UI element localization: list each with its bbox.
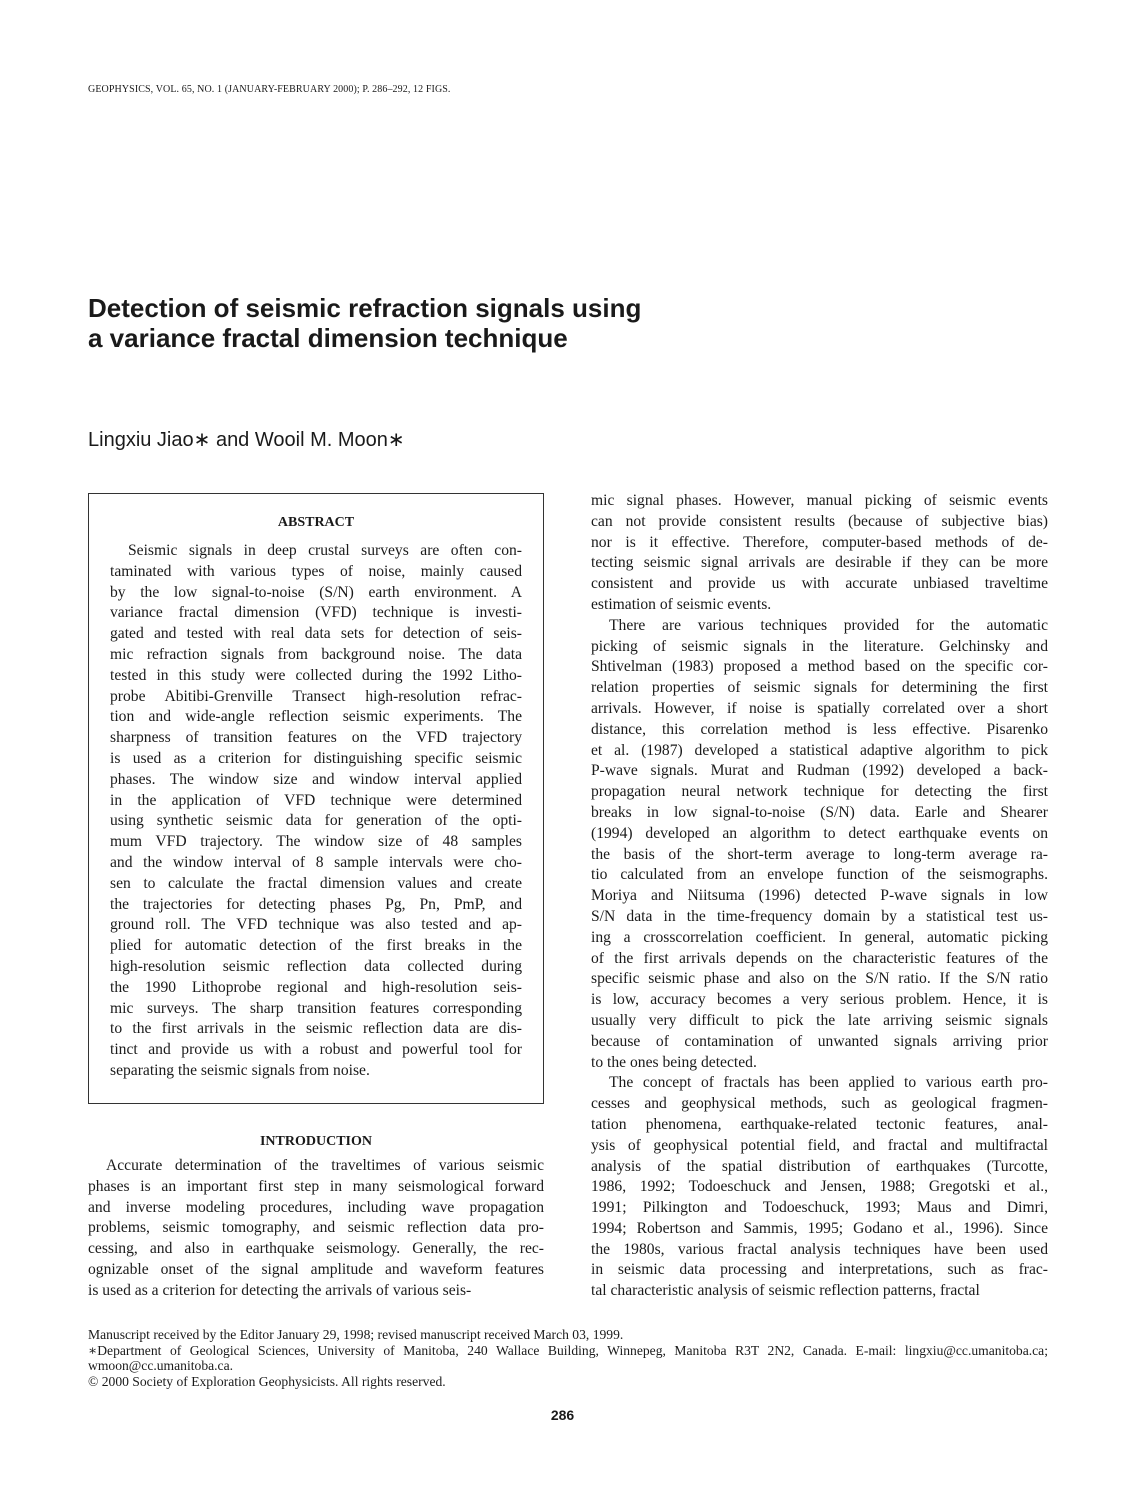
- text-line: tio calculated from an envelope function of the seismographs.: [591, 866, 1048, 884]
- text-line: mic refraction signals from background noise. The data: [110, 645, 522, 663]
- text-line: relation properties of seismic signals for determining the first: [591, 679, 1048, 697]
- text-line: variance fractal dimension (VFD) technique is investi-: [110, 604, 522, 622]
- text-line: in the application of VFD technique were determined: [110, 791, 522, 809]
- text-line: probe Abitibi-Grenville Transect high-resolution refrac-: [110, 687, 522, 705]
- title-line-1: Detection of seismic refraction signals using: [88, 293, 642, 323]
- text-line: There are various techniques provided for the automatic: [609, 616, 1048, 634]
- text-line: because of contamination of unwanted signals arriving prior: [591, 1032, 1048, 1050]
- footnote-received: Manuscript received by the Editor January 29, 1998; revised manuscript received March 03, 1999.: [88, 1327, 624, 1342]
- text-line: the basis of the short-term average to long-term average ra-: [591, 845, 1048, 863]
- text-line: by the low signal-to-noise (S/N) earth environment. A: [110, 583, 522, 601]
- text-line: 1991; Pilkington and Todoeschuck, 1993; Maus and Dimri,: [591, 1199, 1048, 1217]
- text-line: tinct and provide us with a robust and powerful tool for: [110, 1041, 522, 1059]
- text-line: plied for automatic detection of the first breaks in the: [110, 937, 522, 955]
- text-line: distance, this correlation method is less effective. Pisarenko: [591, 720, 1048, 738]
- title-line-2: a variance fractal dimension technique: [88, 323, 568, 353]
- text-line: the 1990 Lithoprobe regional and high-resolution seis-: [110, 978, 522, 996]
- text-line: ground roll. The VFD technique was also tested and ap-: [110, 916, 522, 934]
- text-line: Accurate determination of the traveltimes of various seismic: [106, 1157, 544, 1174]
- paragraph-automatic-picking: [591, 616, 1048, 1074]
- text-line: the 1980s, various fractal analysis techniques have been used: [591, 1240, 1048, 1258]
- text-line: to the ones being detected.: [591, 1053, 757, 1071]
- text-line: breaks in low signal-to-noise (S/N) data. Earle and Shearer: [591, 803, 1048, 821]
- text-line: high-resolution seismic reflection data collected during: [110, 957, 522, 975]
- text-line: is used as a criterion for detecting the arrivals of various seis-: [88, 1281, 472, 1299]
- text-line: (1994) developed an algorithm to detect earthquake events on: [591, 824, 1048, 842]
- text-line: mic signal phases. However, manual picking of seismic events: [591, 492, 1048, 509]
- paragraph-continuation: [591, 491, 1048, 616]
- text-line: specific seismic phase and also on the S/N ratio. If the S/N ratio: [591, 970, 1048, 988]
- text-line: tal characteristic analysis of seismic reflection patterns, fractal: [591, 1282, 980, 1300]
- authors: Lingxiu Jiao∗ and Wooil M. Moon∗: [88, 429, 405, 451]
- text-line: propagation neural network technique for detecting the first: [591, 783, 1048, 801]
- text-line: the trajectories for detecting phases Pg, Pn, PmP, and: [110, 895, 522, 913]
- text-line: can not provide consistent results (because of subjective bias): [591, 512, 1048, 530]
- text-line: and the window interval of 8 sample intervals were cho-: [110, 853, 522, 871]
- text-line: is low, accuracy becomes a very serious problem. Hence, it is: [591, 991, 1048, 1009]
- paragraph-fractals: [591, 1073, 1048, 1302]
- text-line: 1986, 1992; Todoeschuck and Jensen, 1988; Gregotski et al.,: [591, 1178, 1048, 1196]
- footnote-affiliation: ∗Department of Geological Sciences, University of Manitoba, 240 Wallace Building, Winnepeg, Manitoba R3T 2N2, Canada. E-mail: lingxiu@cc.umanitoba.ca; wmoon@cc.umanitoba.ca.: [88, 1342, 1048, 1374]
- text-line: Moriya and Niitsuma (1996) detected P-wave signals in low: [591, 887, 1048, 905]
- text-line: nor is it effective. Therefore, computer-based methods of de-: [591, 533, 1048, 551]
- text-line: and inverse modeling procedures, including wave propagation: [88, 1198, 544, 1216]
- text-line: Shtivelman (1983) proposed a method based on the specific cor-: [591, 658, 1048, 676]
- text-line: cessing, and also in earthquake seismology. Generally, the rec-: [88, 1240, 544, 1258]
- journal-header: GEOPHYSICS, VOL. 65, NO. 1 (JANUARY-FEBRUARY 2000); P. 286–292, 12 FIGS.: [88, 84, 451, 95]
- text-line: of the first arrivals depends on the characteristic features of the: [591, 949, 1048, 967]
- text-line: Seismic signals in deep crustal surveys are often con-: [128, 542, 522, 559]
- text-line: The concept of fractals has been applied to various earth pro-: [609, 1074, 1048, 1092]
- text-line: tation phenomena, earthquake-related tectonic features, anal-: [591, 1115, 1048, 1133]
- page-number: 286: [550, 1407, 575, 1423]
- text-line: ing a crosscorrelation coefficient. In general, automatic picking: [591, 928, 1048, 946]
- text-line: analysis of the spatial distribution of earthquakes (Turcotte,: [591, 1157, 1048, 1175]
- text-line: tested in this study were collected during the 1992 Litho-: [110, 666, 522, 684]
- text-line: mic surveys. The sharp transition features corresponding: [110, 999, 522, 1017]
- text-line: to the first arrivals in the seismic reflection data are dis-: [110, 1020, 522, 1038]
- text-line: gated and tested with real data sets for detection of seis-: [110, 625, 522, 643]
- introduction-text: [88, 1156, 544, 1302]
- text-line: tion and wide-angle reflection seismic experiments. The: [110, 708, 522, 726]
- text-line: cesses and geophysical methods, such as geological fragmen-: [591, 1095, 1048, 1113]
- text-line: picking of seismic signals in the literature. Gelchinsky and: [591, 637, 1048, 655]
- text-line: using synthetic seismic data for generation of the opti-: [110, 812, 522, 830]
- text-line: sharpness of transition features on the VFD trajectory: [110, 729, 522, 747]
- text-line: phases is an important first step in many seismological forward: [88, 1177, 544, 1195]
- text-line: taminated with various types of noise, mainly caused: [110, 562, 522, 580]
- footnote-copyright: © 2000 Society of Exploration Geophysicists. All rights reserved.: [88, 1373, 446, 1389]
- text-line: consistent and provide us with accurate unbiased traveltime: [591, 575, 1048, 593]
- right-column: [591, 491, 1048, 1302]
- article-title: [88, 293, 728, 353]
- text-line: separating the seismic signals from noise.: [110, 1061, 370, 1079]
- introduction-heading: INTRODUCTION: [259, 1134, 372, 1149]
- text-line: ysis of geophysical potential field, and fractal and multifractal: [591, 1136, 1048, 1154]
- abstract-box: [88, 493, 544, 1104]
- text-line: et al. (1987) developed a statistical adaptive algorithm to pick: [591, 741, 1048, 759]
- text-line: 1994; Robertson and Sammis, 1995; Godano et al., 1996). Since: [591, 1219, 1048, 1237]
- text-line: in seismic data processing and interpretations, such as frac-: [591, 1261, 1048, 1279]
- text-line: S/N data in the time-frequency domain by a statistical test us-: [591, 907, 1048, 925]
- introduction-section: [88, 1132, 544, 1302]
- footnotes: [88, 1327, 1048, 1389]
- abstract-heading: ABSTRACT: [277, 515, 355, 530]
- text-line: phases. The window size and window interval applied: [110, 770, 522, 788]
- text-line: ognizable onset of the signal amplitude and waveform features: [88, 1260, 544, 1278]
- abstract-text: [110, 541, 522, 1082]
- text-line: mum VFD trajectory. The window size of 48 samples: [110, 833, 522, 851]
- text-line: P-wave signals. Murat and Rudman (1992) developed a back-: [591, 762, 1048, 780]
- text-line: problems, seismic tomography, and seismic reflection data pro-: [88, 1219, 544, 1237]
- text-line: arrivals. However, if noise is spatially correlated over a short: [591, 699, 1048, 717]
- text-line: is used as a criterion for distinguishing specific seismic: [110, 749, 522, 767]
- text-line: sen to calculate the fractal dimension values and create: [110, 874, 522, 892]
- text-line: usually very difficult to pick the late arriving seismic signals: [591, 1011, 1048, 1029]
- text-line: estimation of seismic events.: [591, 595, 772, 613]
- text-line: tecting seismic signal arrivals are desirable if they can be more: [591, 554, 1048, 572]
